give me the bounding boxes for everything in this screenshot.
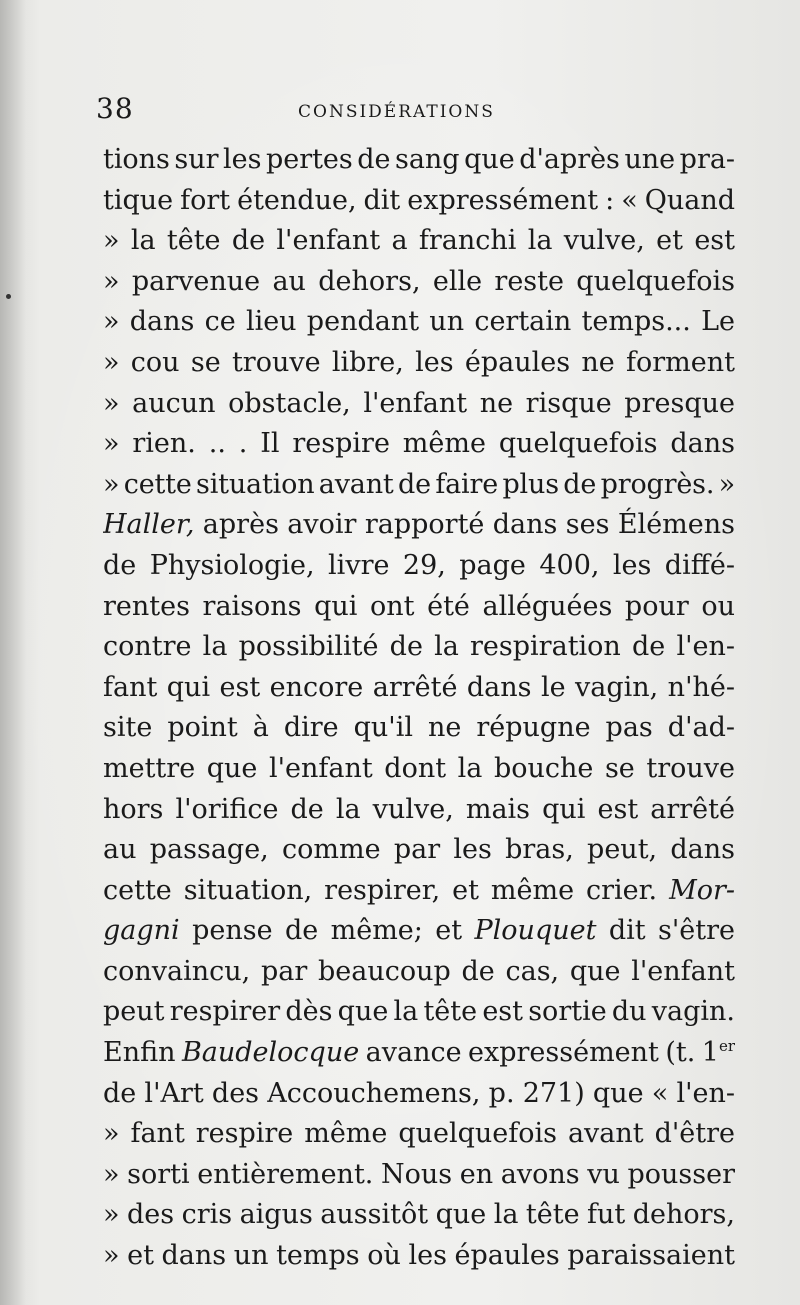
text-line: gagni pense de même; et Plouquet dit s'être [103,915,735,947]
author-name-morgagni-cont: gagni [103,915,180,947]
text-line: » sorti entièrement. Nous en avons vu pousser [103,1158,735,1190]
text-line: peut respirer dès que la tête est sortie du vagin. [103,996,735,1028]
text-line: » fant respire même quelquefois avant d'être [103,1118,735,1150]
text-line: tique fort étendue, dit expressément : « Quand [103,184,735,216]
author-name-baudelocque: Baudelocque [181,1037,360,1069]
text-line: » rien. .. . Il respire même quelquefois dans [103,428,735,460]
text-line: » des cris aigus aussitôt que la tête fut dehors, [103,1199,735,1231]
page-number: 38 [96,92,134,125]
text-line: cette situation, respirer, et même crier. Mor- [103,874,735,906]
text-line: rentes raisons qui ont été alléguées pour ou [103,590,735,622]
text-line: mettre que l'enfant dont la bouche se trouve [103,752,735,784]
running-title: CONSIDÉRATIONS [298,102,495,122]
text-line: » et dans un temps où les épaules paraissaient [103,1240,735,1272]
text-line: au passage, comme par les bras, peut, dans [103,834,735,866]
superscript-er: er [718,1037,735,1056]
text-line: contre la possibilité de la respiration de l'en- [103,631,735,663]
author-name-plouquet: Plouquet [474,915,597,947]
text-line: » cou se trouve libre, les épaules ne forment [103,346,735,378]
ink-speck [6,294,11,299]
text-line: tions sur les pertes de sang que d'après une pra- [103,144,735,175]
text-line: Haller, après avoir rapporté dans ses Élémens [103,509,735,541]
page-header [96,92,736,132]
body-text [103,140,735,1277]
text-line: de l'Art des Accouchemens, p. 271) que « l'en- [103,1077,735,1109]
text-line: Enfin Baudelocque avance expressément (t. 1er [103,1037,735,1069]
author-name-morgagni: Mor- [669,874,735,906]
text-line: convaincu, par beaucoup de cas, que l'enfant [103,955,735,987]
text-line: » aucun obstacle, l'enfant ne risque presque [103,387,735,419]
page-gutter-shadow [0,0,26,1305]
author-name-haller: Haller, [103,509,195,541]
text-line: » dans ce lieu pendant un certain temps... Le [103,306,735,338]
text-line: site point à dire qu'il ne répugne pas d'ad- [103,712,735,744]
text-line: » cette situation avant de faire plus de progrès. » [103,468,735,500]
text-line: de Physiologie, livre 29, page 400, les diffé- [103,549,735,581]
text-line: hors l'orifice de la vulve, mais qui est arrêté [103,793,735,825]
text-line: » la tête de l'enfant a franchi la vulve, et est [103,225,735,257]
text-line: » parvenue au dehors, elle reste quelquefois [103,265,735,297]
text-line: fant qui est encore arrêté dans le vagin, n'hé- [103,671,735,703]
